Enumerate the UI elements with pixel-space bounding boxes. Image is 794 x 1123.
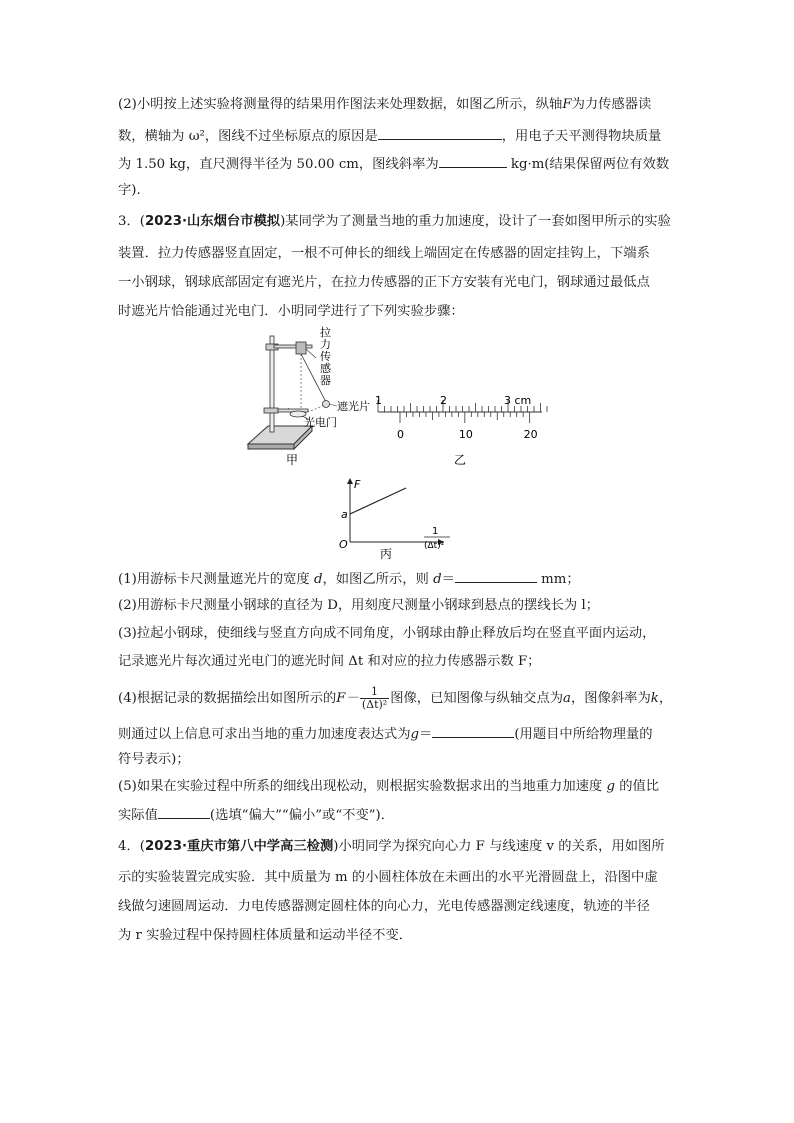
main-scale-label: 2 [440,394,447,407]
q4-line-2: 示的实验装置完成实验．其中质量为 m 的小圆柱体放在未画出的水平光滑圆盘上，沿图中虚 [118,870,658,885]
q4-line-1: 4．(2023·重庆市第八中学高三检测)小明同学为探究向心力 F 与线速度 v 的关系，用如图所 [118,839,665,854]
q3-line-1: 3．(2023·山东烟台市模拟)某同学为了测量当地的重力加速度，设计了一套如图甲所示的实验 [118,214,671,229]
sensor-label: 感 [320,362,331,375]
figure-caption-bing: 丙 [380,547,393,561]
q2-line-1: (2)小明按上述实验将测量得的结果用作图法来处理数据，如图乙所示，纵轴F为力传感器读 [118,97,652,112]
shade-label: 遮光片 [337,400,370,413]
q3-step-4a: (4)根据记录的数据描绘出如图所示的F－ $\frac{1}{\text{(Δt)²}}$ 图像，已知图像与纵轴交点为a，图像斜率为k， [118,685,673,711]
q2-line-3: 为 1.50 kg，直尺测得半径为 50.00 cm，图线斜率为 kg·m(结果保留两位有效数 [118,153,669,175]
origin-label: O [339,538,348,551]
sensor-label: 力 [320,338,331,351]
q3-source: 2023·山东烟台市模拟 [144,214,281,229]
apparatus-figure [240,322,380,472]
q3-step-2: (2)用游标卡尺测量小钢球的直径为 D，用刻度尺测量小钢球到悬点的摆线长为 l； [118,598,599,613]
q4-line-3: 线做匀速圆周运动．力电传感器测定圆柱体的向心力，光电传感器测定线速度，轨迹的半径 [118,899,650,914]
q3-step-3b: 记录遮光片每次通过光电门的遮光时间 Δt 和对应的拉力传感器示数 F； [118,654,541,669]
q3-step-4c: 符号表示)； [118,752,190,767]
q3-step-5a: (5)如果在实验过程中所系的细线出现松动，则根据实验数据求出的当地重力加速度 g 的值比 [118,779,660,794]
q3-line-3: 一小钢球，钢球底部固定有遮光片，在拉力传感器的正下方安装有光电门，钢球通过最低点 [118,275,650,290]
figure-caption-yi: 乙 [454,453,467,467]
vernier-scale-label: 20 [523,428,538,441]
q3-line-2: 装置．拉力传感器竖直固定，一根不可伸长的细线上端固定在传感器的固定挂钩上，下端系 [118,246,650,261]
answer-blank[interactable] [439,153,507,168]
vernier-scale-label: 10 [458,428,473,441]
gate-label: 光电门 [304,416,337,429]
sensor-label: 器 [320,374,331,387]
vernier-scale-label: 0 [397,428,404,441]
q3-step-3a: (3)拉起小钢球，使细线与竖直方向成不同角度，小钢球由静止释放后均在竖直平面内运动， [118,626,656,641]
q2-line-4: 字). [118,183,141,198]
main-scale-label: 1 [375,394,382,407]
main-scale-label: 3 cm [504,394,532,407]
figure-caption-jia: 甲 [286,453,299,467]
x-axis-label-den: (Δt)² [424,541,445,551]
answer-blank[interactable] [158,804,210,819]
sensor-label: 传 [320,350,331,363]
x-axis-label-num: 1 [432,526,439,537]
q3-step-4b: 则通过以上信息可求出当地的重力加速度表达式为g＝ (用题目中所给物理量的 [118,723,653,745]
graph-figure [334,476,464,562]
q2-line-2: 数，横轴为 ω²，图线不过坐标原点的原因是 ，用电子天平测得物块质量 [118,125,661,147]
fraction: $\frac{1}{\text{(Δt)²}}$ [361,685,388,711]
graph-line [350,488,406,514]
answer-blank[interactable] [378,125,502,140]
answer-blank[interactable] [432,723,514,738]
y-axis-label: F [354,478,361,491]
sensor-label: 拉 [320,326,331,339]
intercept-label: a [341,508,348,521]
answer-blank[interactable] [455,568,537,583]
q4-line-4: 为 r 实验过程中保持圆柱体质量和运动半径不变． [118,928,413,943]
q3-step-1: (1)用游标卡尺测量遮光片的宽度 d，如图乙所示，则 d＝ mm； [118,568,580,590]
vernier-figure [372,392,552,468]
q3-line-4: 时遮光片恰能通过光电门．小明同学进行了下列实验步骤： [118,304,464,319]
q4-source: 2023·重庆市第八中学高三检测 [144,839,334,854]
q3-step-5b: 实际值 (选填“偏大”“偏小”或“不变”)． [118,804,394,826]
